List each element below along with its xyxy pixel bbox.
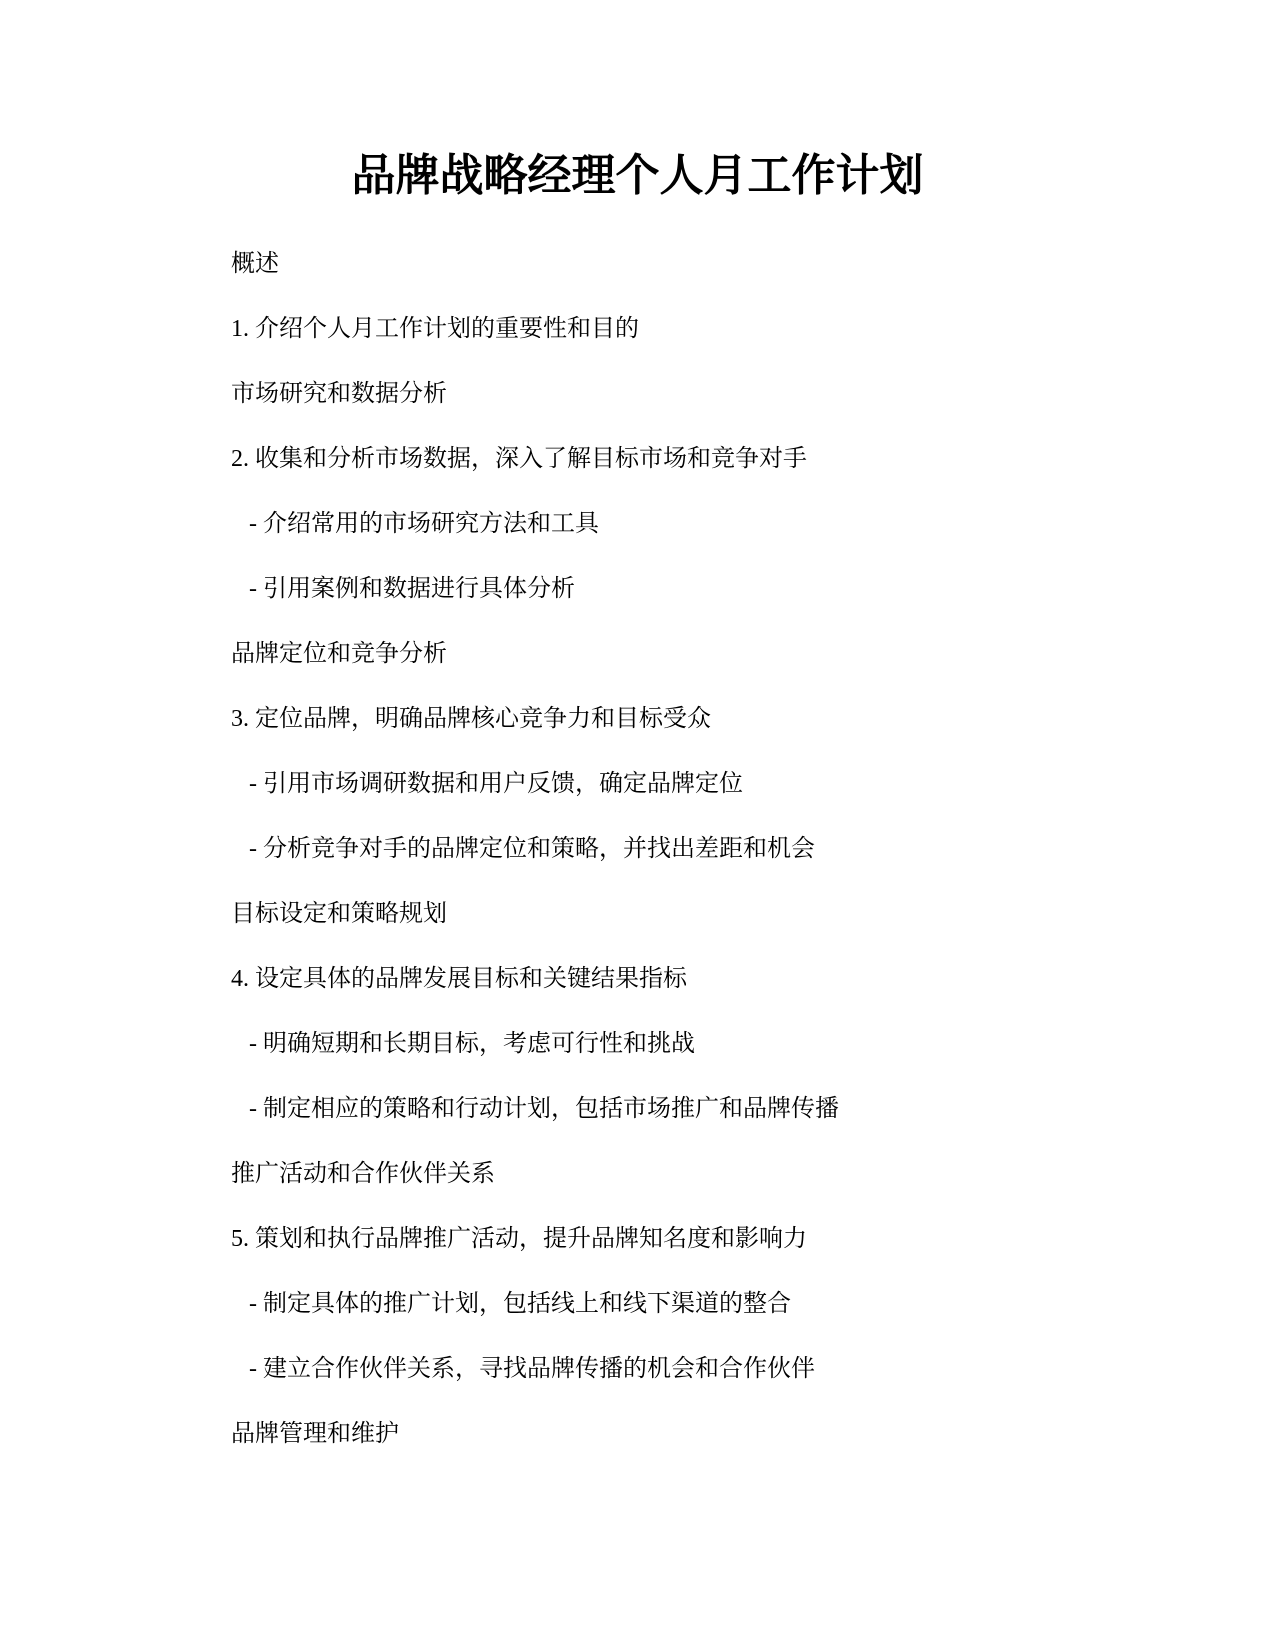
list-item: 1. 介绍个人月工作计划的重要性和目的 <box>231 316 639 342</box>
list-item: 3. 定位品牌，明确品牌核心竞争力和目标受众 <box>231 706 711 732</box>
sub-item: - 介绍常用的市场研究方法和工具 <box>249 511 599 537</box>
section-heading: 目标设定和策略规划 <box>231 901 447 927</box>
list-item: 4. 设定具体的品牌发展目标和关键结果指标 <box>231 966 687 992</box>
section-heading: 品牌定位和竞争分析 <box>231 641 447 667</box>
sub-item: - 分析竞争对手的品牌定位和策略，并找出差距和机会 <box>249 836 815 862</box>
section-heading: 市场研究和数据分析 <box>231 381 447 407</box>
section-heading: 推广活动和合作伙伴关系 <box>231 1161 495 1187</box>
section-heading: 品牌管理和维护 <box>231 1421 399 1447</box>
sub-item: - 引用案例和数据进行具体分析 <box>249 576 575 602</box>
sub-item: - 制定相应的策略和行动计划，包括市场推广和品牌传播 <box>249 1096 839 1122</box>
sub-item: - 引用市场调研数据和用户反馈，确定品牌定位 <box>249 771 743 797</box>
document-title: 品牌战略经理个人月工作计划 <box>351 150 924 201</box>
document-body <box>231 244 839 1479</box>
section-heading: 概述 <box>231 251 279 277</box>
sub-item: - 制定具体的推广计划，包括线上和线下渠道的整合 <box>249 1291 791 1317</box>
sub-item: - 明确短期和长期目标，考虑可行性和挑战 <box>249 1031 695 1057</box>
list-item: 2. 收集和分析市场数据，深入了解目标市场和竞争对手 <box>231 446 807 472</box>
sub-item: - 建立合作伙伴关系，寻找品牌传播的机会和合作伙伴 <box>249 1356 815 1382</box>
list-item: 5. 策划和执行品牌推广活动，提升品牌知名度和影响力 <box>231 1226 807 1252</box>
